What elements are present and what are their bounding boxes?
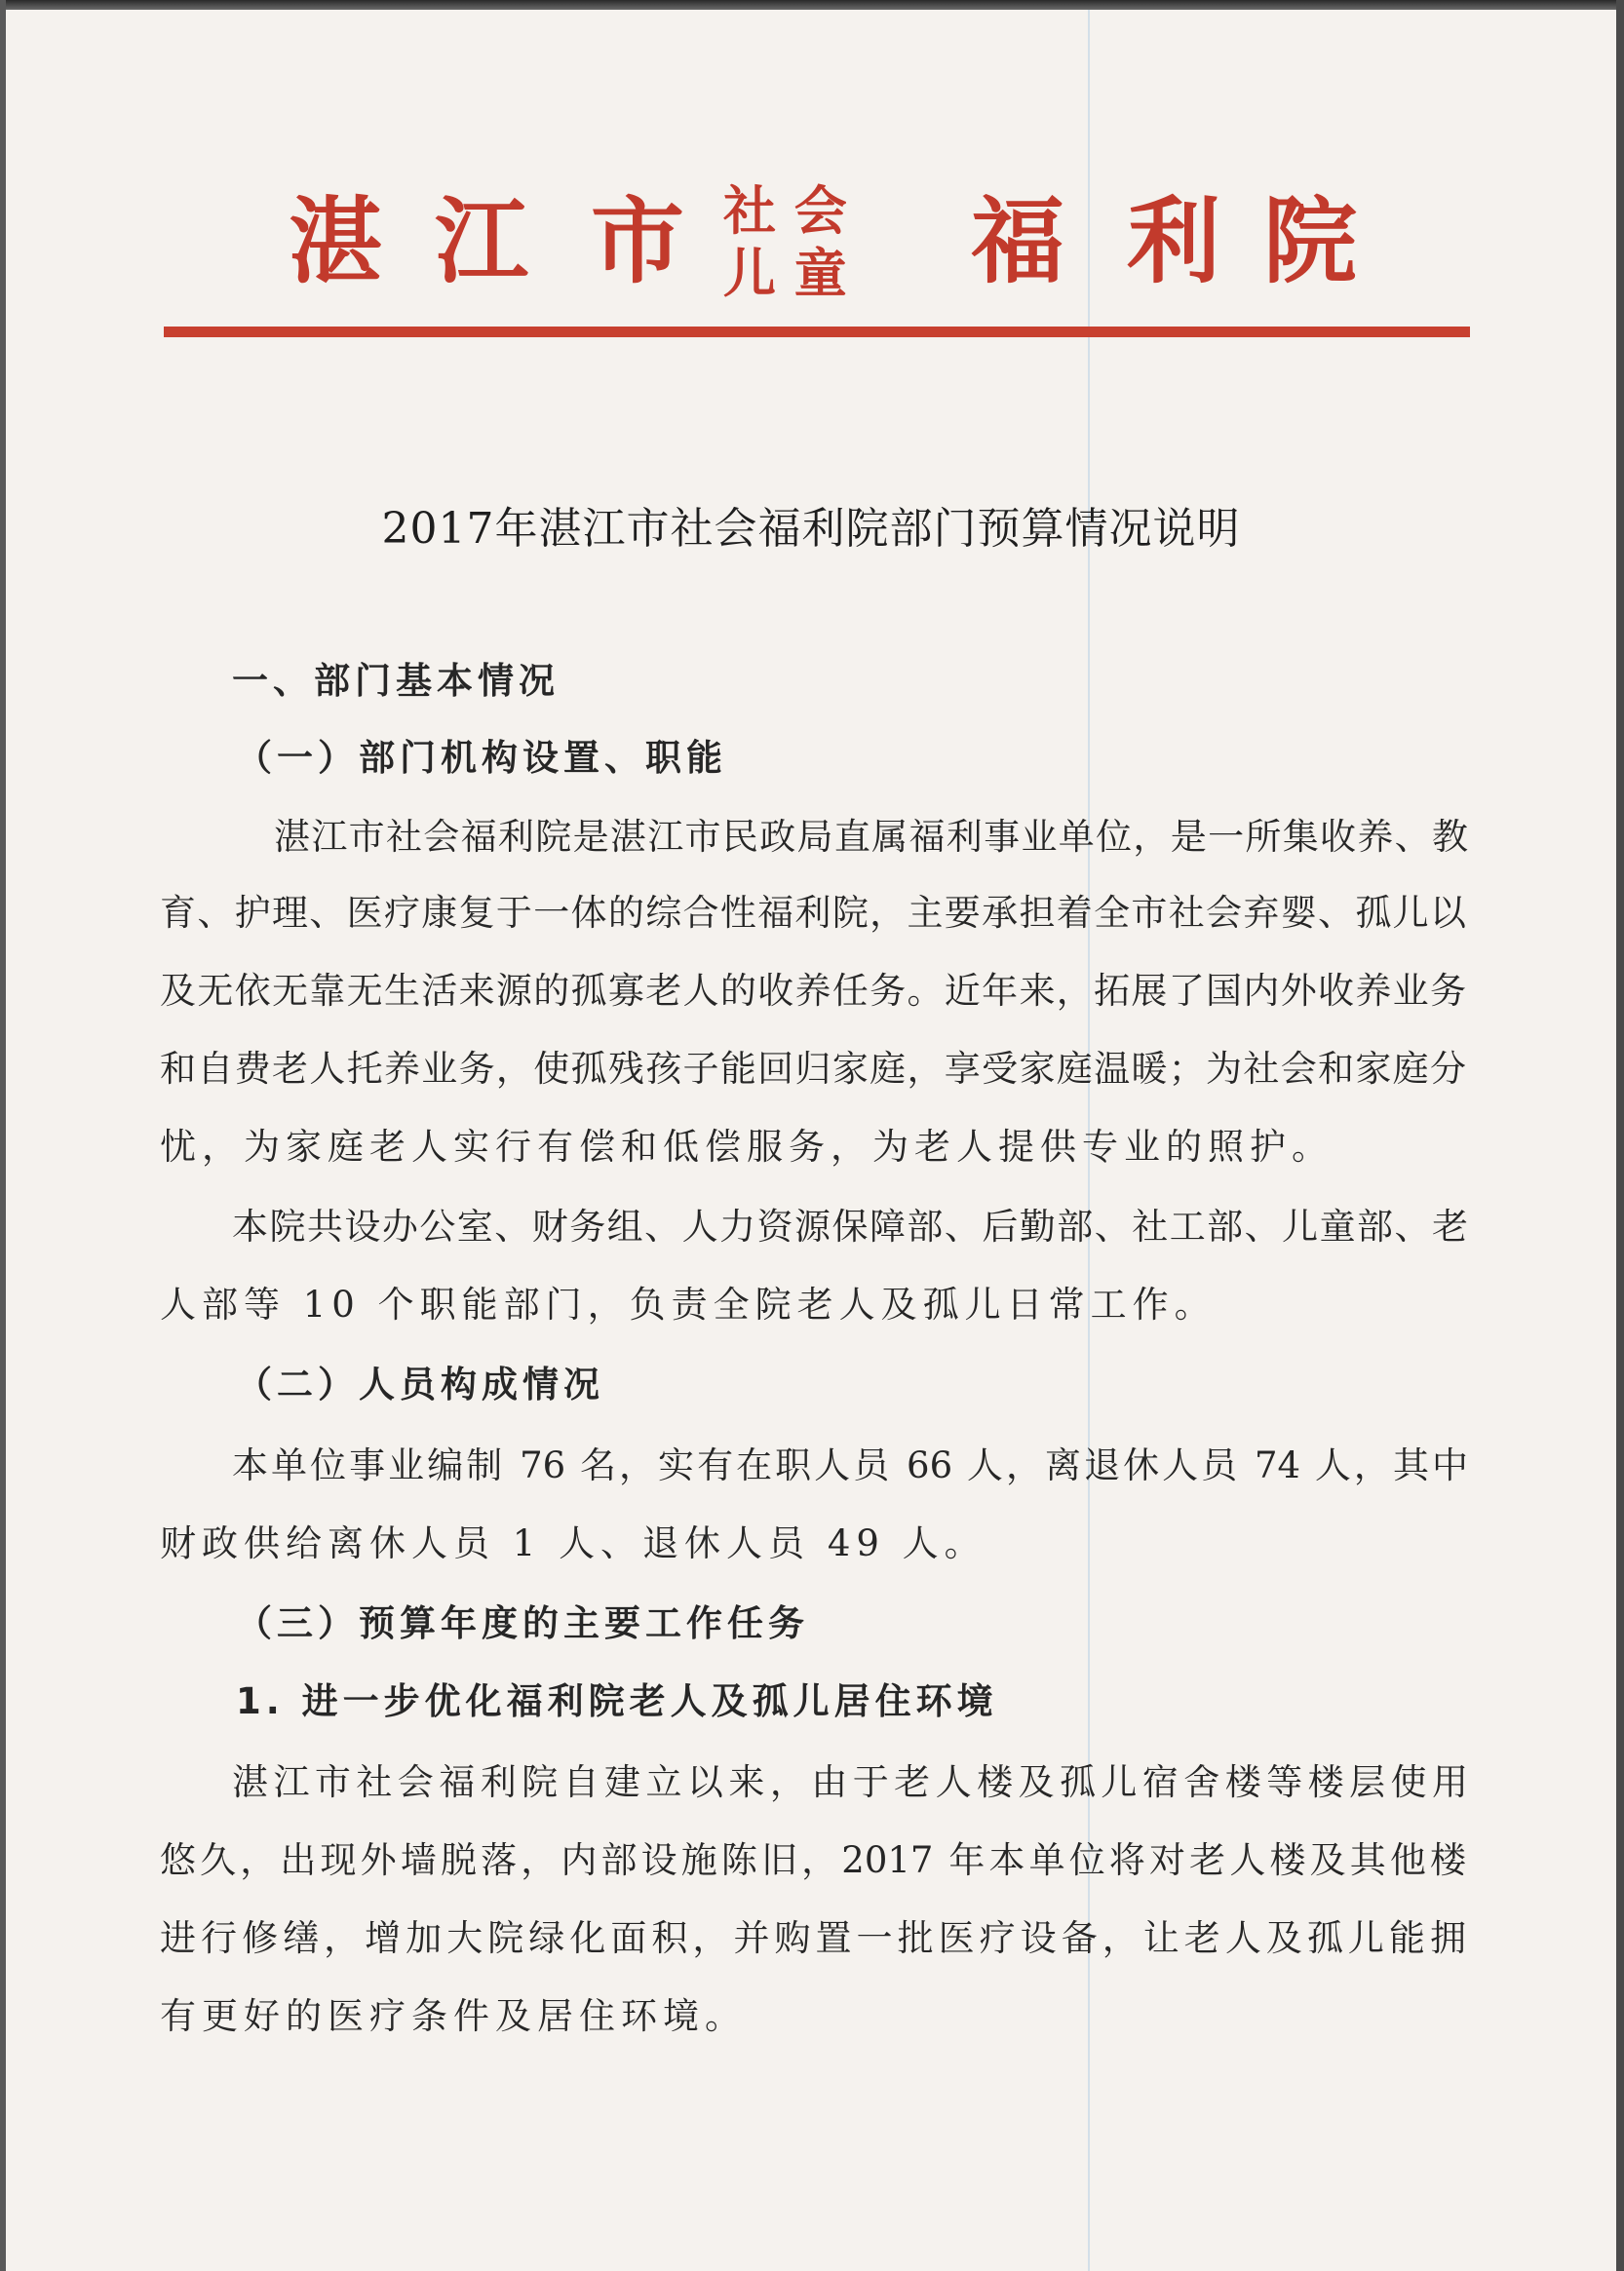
- letterhead-char-2: 江: [435, 186, 528, 296]
- paragraph-line: 本单位事业编制 76 名，实有在职人员 66 人，离退休人员 74 人，其中: [232, 1444, 1468, 1486]
- section-heading-1: 一、部门基本情况: [232, 660, 560, 702]
- subsection-heading-1: （一）部门机构设置、职能: [236, 737, 727, 779]
- letterhead-char-5: 利: [1127, 186, 1220, 296]
- item-heading-1: 1. 进一步优化福利院老人及孤儿居住环境: [236, 1680, 998, 1722]
- scan-edge-top: [0, 0, 1624, 10]
- paragraph-line: 进行修缮，增加大院绿化面积，并购置一批医疗设备，让老人及孤儿能拥: [160, 1917, 1466, 1959]
- letterhead-char-4: 福: [971, 186, 1064, 296]
- paragraph-line: 和自费老人托养业务，使孤残孩子能回归家庭，享受家庭温暖；为社会和家庭分: [160, 1048, 1466, 1090]
- subsection-heading-3: （三）预算年度的主要工作任务: [236, 1602, 809, 1644]
- paragraph-line: 湛江市社会福利院是湛江市民政局直属福利事业单位，是一所集收养、教: [274, 816, 1468, 858]
- letterhead-stacked-top: 社 会: [723, 179, 847, 242]
- paragraph-line: 悠久，出现外墙脱落，内部设施陈旧，2017 年本单位将对老人楼及其他楼: [160, 1839, 1466, 1881]
- paragraph-line: 财政供给离休人员 1 人、退休人员 49 人。: [160, 1522, 986, 1564]
- paragraph-line: 育、护理、医疗康复于一体的综合性福利院，主要承担着全市社会弃婴、孤儿以: [160, 892, 1466, 934]
- letterhead-char-6: 院: [1263, 186, 1357, 296]
- paragraph-line: 及无依无靠无生活来源的孤寡老人的收养任务。近年来，拓展了国内外收养业务: [160, 970, 1466, 1012]
- scan-edge-right: [1616, 0, 1624, 2271]
- paragraph-line: 湛江市社会福利院自建立以来，由于老人楼及孤儿宿舍楼等楼层使用: [232, 1761, 1468, 1803]
- letterhead-stacked-bottom: 儿 童: [723, 242, 847, 304]
- paragraph-line: 本院共设办公室、财务组、人力资源保障部、后勤部、社工部、儿童部、老: [232, 1206, 1468, 1248]
- paragraph-line: 忧，为家庭老人实行有偿和低偿服务，为老人提供专业的照护。: [160, 1126, 1334, 1168]
- letterhead: [6, 175, 1616, 312]
- document-page: [6, 10, 1616, 2271]
- subsection-heading-2: （二）人员构成情况: [236, 1364, 604, 1405]
- paragraph-line: 有更好的医疗条件及居住环境。: [160, 1995, 747, 2037]
- letterhead-char-1: 湛: [289, 186, 382, 296]
- paragraph-line: 人部等 10 个职能部门，负责全院老人及孤儿日常工作。: [160, 1284, 1217, 1326]
- letterhead-red-rule: [164, 327, 1470, 337]
- document-title: 2017年湛江市社会福利院部门预算情况说明: [381, 504, 1241, 554]
- letterhead-char-3: 市: [591, 186, 684, 296]
